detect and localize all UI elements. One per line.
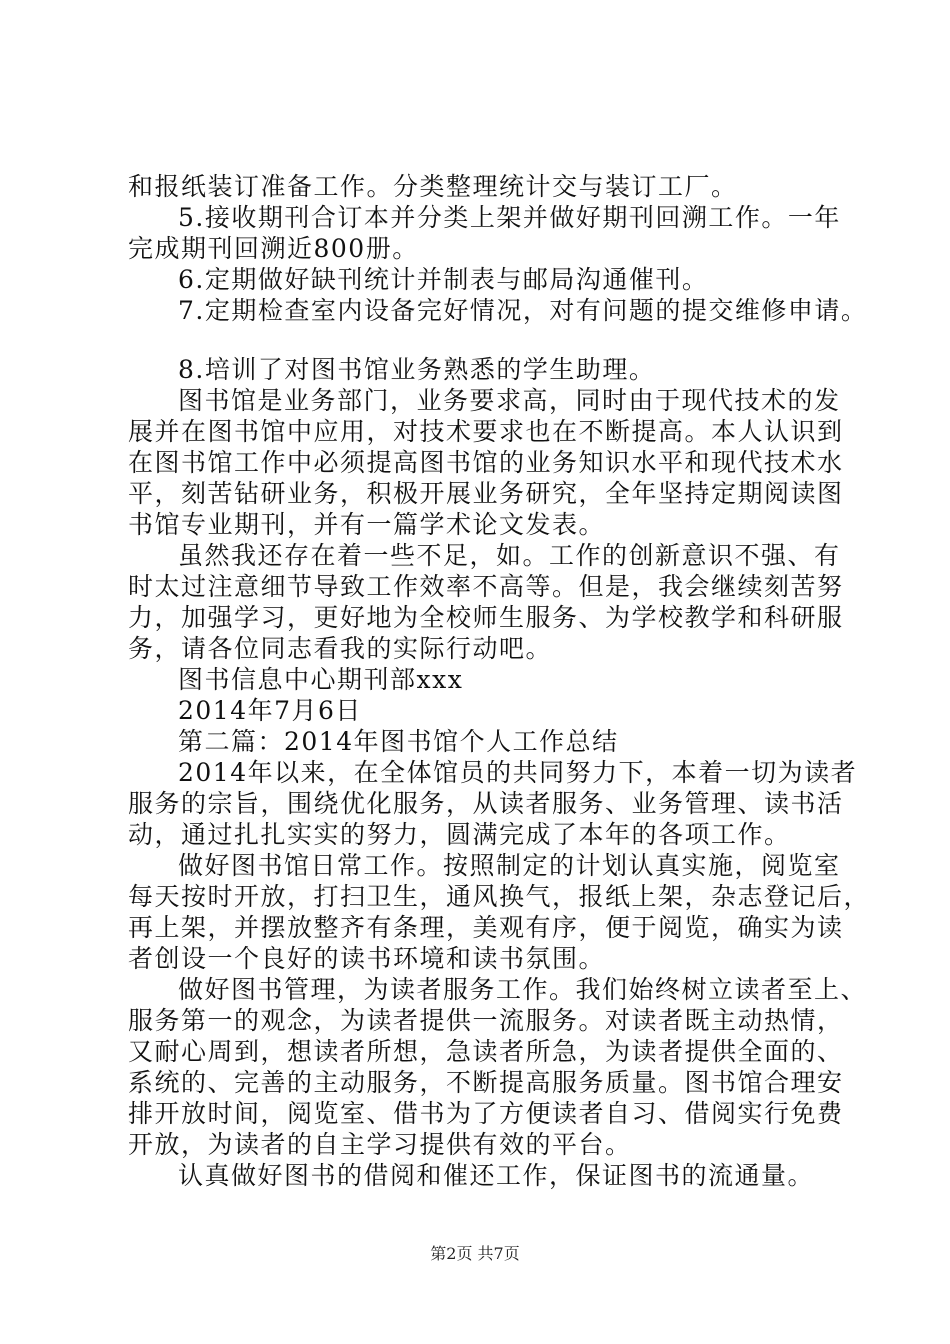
- text-line: 做好图书管理，为读者服务工作。我们始终树立读者至上、: [178, 975, 868, 1004]
- page-number-footer: 第2页 共7页: [430, 1244, 520, 1263]
- text-line: 力，加强学习，更好地为全校师生服务、为学校教学和科研服: [128, 603, 844, 632]
- text-line: 服务的宗旨，围绕优化服务，从读者服务、业务管理、读书活: [128, 789, 844, 818]
- text-line: 虽然我还存在着一些不足，如。工作的创新意识不强、有: [178, 541, 841, 570]
- text-line: 5.接收期刊合订本并分类上架并做好期刊回溯工作。一年: [178, 203, 841, 232]
- text-line: 在图书馆工作中必须提高图书馆的业务知识水平和现代技术水: [128, 448, 844, 477]
- text-line: 展并在图书馆中应用，对技术要求也在不断提高。本人认识到: [128, 417, 844, 446]
- text-line: 又耐心周到，想读者所想，急读者所急，为读者提供全面的、: [128, 1037, 844, 1066]
- text-line: 6.定期做好缺刊统计并制表与邮局沟通催刊。: [178, 265, 709, 294]
- text-line: 排开放时间，阅览室、借书为了方便读者自习、借阅实行免费: [128, 1099, 844, 1128]
- text-line: 和报纸装订准备工作。分类整理统计交与装订工厂。: [128, 172, 738, 201]
- signature-line: 图书信息中心期刊部xxx: [178, 665, 464, 694]
- section-heading: 第二篇：2014年图书馆个人工作总结: [178, 727, 619, 756]
- text-line: 再上架，并摆放整齐有条理，美观有序，便于阅览，确实为读: [128, 913, 844, 942]
- text-line: 认真做好图书的借阅和催还工作，保证图书的流通量。: [178, 1161, 815, 1190]
- text-line: 书馆专业期刊，并有一篇学术论文发表。: [128, 510, 606, 539]
- text-line: 时太过注意细节导致工作效率不高等。但是，我会继续刻苦努: [128, 572, 844, 601]
- text-line: 8.培训了对图书馆业务熟悉的学生助理。: [178, 355, 656, 384]
- text-line: 服务第一的观念，为读者提供一流服务。对读者既主动热情，: [128, 1006, 844, 1035]
- text-line: 图书馆是业务部门，业务要求高，同时由于现代技术的发: [178, 386, 841, 415]
- text-line: 每天按时开放，打扫卫生，通风换气，报纸上架，杂志登记后，: [128, 882, 871, 911]
- text-line: 务，请各位同志看我的实际行动吧。: [128, 634, 553, 663]
- text-line: 者创设一个良好的读书环境和读书氛围。: [128, 944, 606, 973]
- paragraph-gap: [128, 326, 844, 354]
- document-body: [128, 171, 871, 1191]
- text-line: 做好图书馆日常工作。按照制定的计划认真实施，阅览室: [178, 851, 841, 880]
- text-line: 2014年以来，在全体馆员的共同努力下，本着一切为读者: [178, 758, 858, 787]
- text-line: 系统的、完善的主动服务，不断提高服务质量。图书馆合理安: [128, 1068, 844, 1097]
- text-line: 7.定期检查室内设备完好情况，对有问题的提交维修申请。: [178, 296, 868, 325]
- text-line: 完成期刊回溯近800册。: [128, 234, 419, 263]
- text-line: 平，刻苦钻研业务，积极开展业务研究，全年坚持定期阅读图: [128, 479, 844, 508]
- text-line: 开放，为读者的自主学习提供有效的平台。: [128, 1130, 632, 1159]
- text-line: 动，通过扎扎实实的努力，圆满完成了本年的各项工作。: [128, 820, 791, 849]
- date-line: 2014年7月6日: [178, 696, 362, 725]
